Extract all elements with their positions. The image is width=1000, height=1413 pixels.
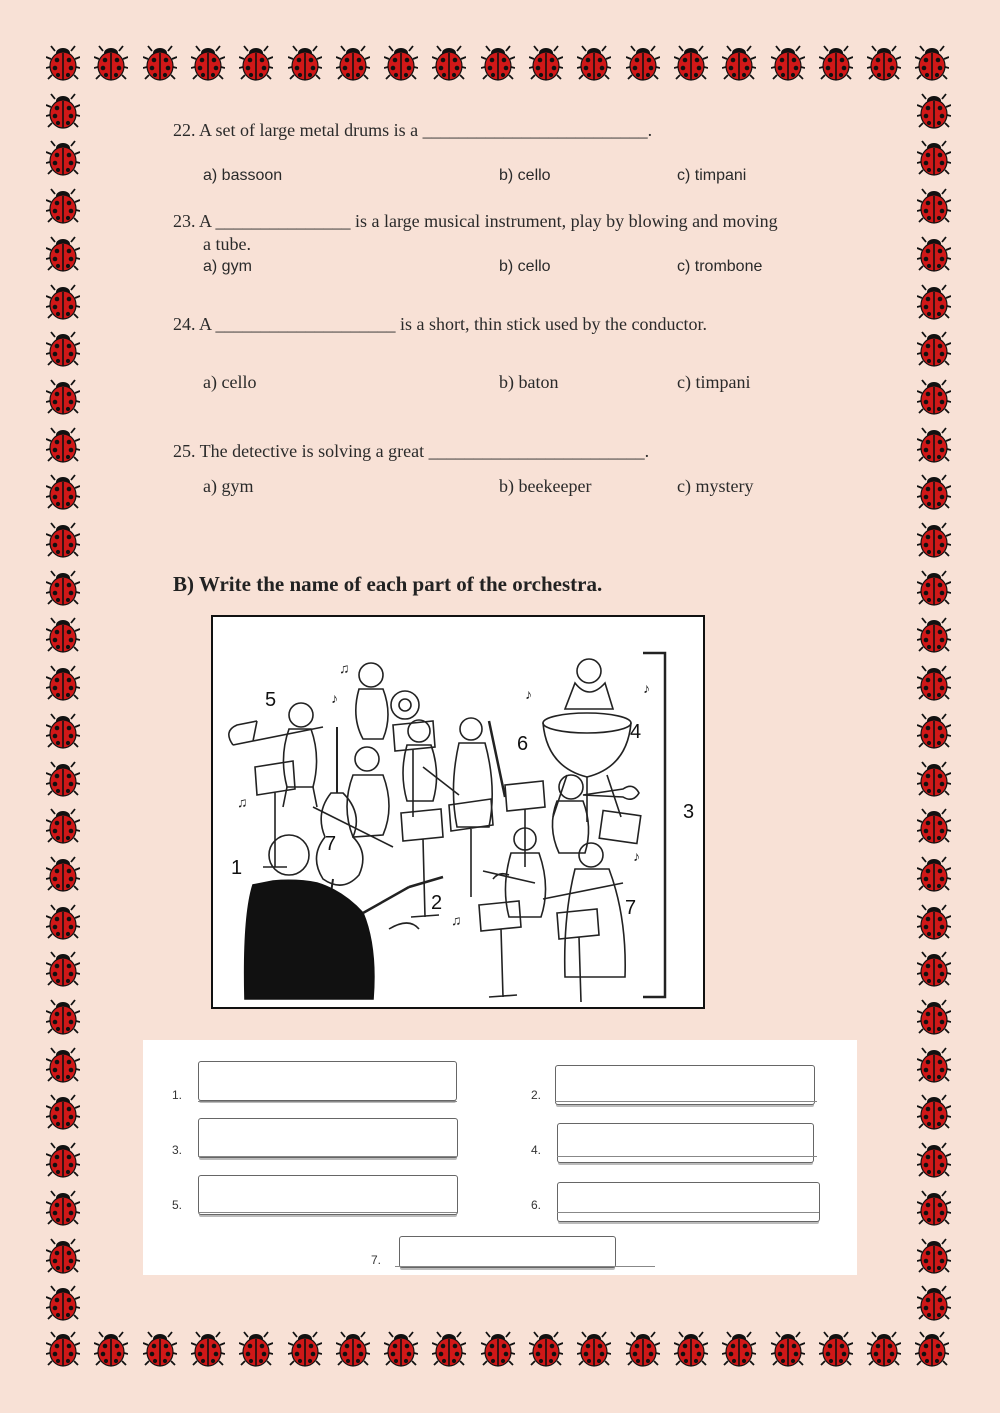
ladybug-icon bbox=[46, 616, 80, 654]
ladybug-icon bbox=[577, 1330, 611, 1368]
ladybug-icon bbox=[46, 569, 80, 607]
ladybug-icon bbox=[46, 426, 80, 464]
q24-option-c[interactable]: c) timpani bbox=[677, 372, 751, 392]
ladybug-icon bbox=[917, 235, 951, 273]
ladybug-icon bbox=[722, 44, 756, 82]
svg-text:♫: ♫ bbox=[451, 914, 462, 929]
svg-text:♫: ♫ bbox=[237, 796, 248, 811]
ladybug-icon bbox=[46, 712, 80, 750]
orchestra-picture bbox=[211, 615, 705, 1009]
ladybug-icon bbox=[46, 473, 80, 511]
answer-underline-4 bbox=[557, 1156, 817, 1157]
ladybug-icon bbox=[917, 903, 951, 941]
picture-label-3: 3 bbox=[683, 801, 695, 823]
svg-text:♪: ♪ bbox=[331, 692, 338, 707]
ladybug-icon bbox=[288, 1330, 322, 1368]
question-22: 22. A set of large metal drums is a _________________________. bbox=[173, 120, 653, 140]
ladybug-icon bbox=[384, 44, 418, 82]
ladybug-icon bbox=[46, 855, 80, 893]
answer-underline-5 bbox=[198, 1212, 457, 1213]
answer-underline-1 bbox=[198, 1101, 457, 1102]
ladybug-icon bbox=[917, 330, 951, 368]
picture-label-7b: 7 bbox=[625, 897, 637, 919]
ladybug-icon bbox=[46, 1093, 80, 1131]
ladybug-icon bbox=[917, 664, 951, 702]
answer-underline-3 bbox=[198, 1156, 457, 1157]
ladybug-icon bbox=[46, 1189, 80, 1227]
question-24: 24. A ____________________ is a short, thin stick used by the conductor. bbox=[173, 314, 707, 334]
ladybug-icon bbox=[46, 1046, 80, 1084]
q23-option-a[interactable]: a) gym bbox=[203, 258, 252, 275]
ladybug-icon bbox=[46, 760, 80, 798]
ladybug-icon bbox=[481, 1330, 515, 1368]
ladybug-icon bbox=[143, 1330, 177, 1368]
ladybug-icon bbox=[239, 44, 273, 82]
ladybug-icon bbox=[529, 44, 563, 82]
ladybug-icon bbox=[46, 1284, 80, 1322]
svg-text:♫: ♫ bbox=[339, 662, 350, 677]
ladybug-icon bbox=[917, 1189, 951, 1227]
ladybug-icon bbox=[384, 1330, 418, 1368]
ladybug-icon bbox=[917, 1284, 951, 1322]
ladybug-icon bbox=[46, 1330, 80, 1368]
ladybug-icon bbox=[46, 283, 80, 321]
answer-panel bbox=[143, 1040, 857, 1275]
answer-number-5: 5. bbox=[172, 1198, 183, 1212]
q22-option-c[interactable]: c) timpani bbox=[677, 167, 747, 184]
q24-option-a[interactable]: a) cello bbox=[203, 372, 257, 392]
answer-field-1[interactable] bbox=[198, 1061, 457, 1101]
ladybug-icon bbox=[481, 44, 515, 82]
ladybug-icon bbox=[432, 1330, 466, 1368]
ladybug-icon bbox=[336, 1330, 370, 1368]
ladybug-icon bbox=[917, 998, 951, 1036]
ladybug-icon bbox=[819, 1330, 853, 1368]
picture-label-6: 6 bbox=[517, 733, 529, 755]
ladybug-icon bbox=[917, 950, 951, 988]
ladybug-icon bbox=[917, 139, 951, 177]
q25-option-b[interactable]: b) beekeeper bbox=[499, 476, 592, 496]
answer-field-6[interactable] bbox=[557, 1182, 820, 1222]
ladybug-icon bbox=[867, 44, 901, 82]
orchestra-illustration bbox=[213, 617, 703, 1007]
picture-label-2: 2 bbox=[431, 892, 443, 914]
ladybug-icon bbox=[46, 330, 80, 368]
q23-option-b[interactable]: b) cello bbox=[499, 258, 551, 275]
answer-number-4: 4. bbox=[531, 1143, 542, 1157]
picture-label-7a: 7 bbox=[325, 833, 337, 855]
ladybug-icon bbox=[917, 1141, 951, 1179]
ladybug-icon bbox=[288, 44, 322, 82]
answer-underline-7 bbox=[395, 1266, 655, 1267]
q22-option-a[interactable]: a) bassoon bbox=[203, 167, 283, 184]
ladybug-icon bbox=[46, 378, 80, 416]
q25-option-a[interactable]: a) gym bbox=[203, 476, 254, 496]
ladybug-icon bbox=[577, 44, 611, 82]
answer-underline-2 bbox=[555, 1101, 817, 1102]
picture-label-5: 5 bbox=[265, 689, 277, 711]
ladybug-icon bbox=[915, 44, 949, 82]
ladybug-icon bbox=[917, 807, 951, 845]
answer-field-7[interactable] bbox=[399, 1236, 616, 1268]
answer-field-5[interactable] bbox=[198, 1175, 458, 1215]
answer-number-6: 6. bbox=[531, 1198, 542, 1212]
ladybug-icon bbox=[917, 1046, 951, 1084]
ladybug-icon bbox=[94, 1330, 128, 1368]
ladybug-icon bbox=[917, 855, 951, 893]
ladybug-icon bbox=[46, 139, 80, 177]
ladybug-icon bbox=[46, 187, 80, 225]
ladybug-icon bbox=[917, 760, 951, 798]
ladybug-icon bbox=[917, 426, 951, 464]
ladybug-icon bbox=[917, 616, 951, 654]
answer-field-2[interactable] bbox=[555, 1065, 815, 1105]
ladybug-icon bbox=[917, 92, 951, 130]
ladybug-icon bbox=[46, 998, 80, 1036]
ladybug-icon bbox=[917, 521, 951, 559]
svg-text:♪: ♪ bbox=[525, 688, 532, 703]
ladybug-icon bbox=[336, 44, 370, 82]
ladybug-icon bbox=[915, 1330, 949, 1368]
ladybug-icon bbox=[917, 1093, 951, 1131]
ladybug-icon bbox=[191, 1330, 225, 1368]
answer-number-3: 3. bbox=[172, 1143, 183, 1157]
ladybug-icon bbox=[46, 807, 80, 845]
ladybug-icon bbox=[94, 44, 128, 82]
ladybug-icon bbox=[529, 1330, 563, 1368]
q24-option-b[interactable]: b) baton bbox=[499, 372, 559, 392]
ladybug-icon bbox=[46, 235, 80, 273]
ladybug-icon bbox=[46, 903, 80, 941]
svg-text:♪: ♪ bbox=[643, 682, 650, 697]
ladybug-icon bbox=[917, 1237, 951, 1275]
question-23: 23. A _______________ is a large musical instrument, play by blowing and moving bbox=[173, 211, 778, 231]
ladybug-icon bbox=[771, 44, 805, 82]
question-25: 25. The detective is solving a great ________________________. bbox=[173, 441, 650, 461]
q25-option-c[interactable]: c) mystery bbox=[677, 476, 754, 496]
ladybug-icon bbox=[771, 1330, 805, 1368]
ladybug-icon bbox=[917, 473, 951, 511]
ladybug-icon bbox=[819, 44, 853, 82]
ladybug-icon bbox=[674, 1330, 708, 1368]
picture-label-4: 4 bbox=[630, 721, 642, 743]
ladybug-icon bbox=[46, 1237, 80, 1275]
ladybug-icon bbox=[917, 283, 951, 321]
ladybug-icon bbox=[239, 1330, 273, 1368]
ladybug-icon bbox=[917, 569, 951, 607]
ladybug-icon bbox=[674, 44, 708, 82]
ladybug-icon bbox=[46, 44, 80, 82]
ladybug-icon bbox=[917, 712, 951, 750]
q23-option-c[interactable]: c) trombone bbox=[677, 258, 763, 275]
answer-field-4[interactable] bbox=[557, 1123, 814, 1163]
answer-number-2: 2. bbox=[531, 1088, 542, 1102]
q22-option-b[interactable]: b) cello bbox=[499, 167, 551, 184]
picture-label-1: 1 bbox=[231, 857, 243, 879]
answer-number-1: 1. bbox=[172, 1088, 183, 1102]
ladybug-icon bbox=[917, 187, 951, 225]
ladybug-icon bbox=[143, 44, 177, 82]
ladybug-icon bbox=[46, 664, 80, 702]
ladybug-icon bbox=[46, 92, 80, 130]
answer-number-7: 7. bbox=[371, 1253, 382, 1267]
ladybug-icon bbox=[867, 1330, 901, 1368]
section-b-title: B) Write the name of each part of the orchestra. bbox=[173, 572, 603, 596]
ladybug-icon bbox=[432, 44, 466, 82]
ladybug-icon bbox=[46, 950, 80, 988]
ladybug-icon bbox=[626, 44, 660, 82]
svg-text:♪: ♪ bbox=[633, 850, 640, 865]
ladybug-icon bbox=[46, 1141, 80, 1179]
answer-field-3[interactable] bbox=[198, 1118, 458, 1158]
ladybug-icon bbox=[917, 378, 951, 416]
ladybug-icon bbox=[191, 44, 225, 82]
ladybug-icon bbox=[626, 1330, 660, 1368]
ladybug-icon bbox=[46, 521, 80, 559]
answer-underline-6 bbox=[557, 1212, 819, 1213]
ladybug-icon bbox=[722, 1330, 756, 1368]
question-23-continuation: a tube. bbox=[203, 234, 251, 254]
